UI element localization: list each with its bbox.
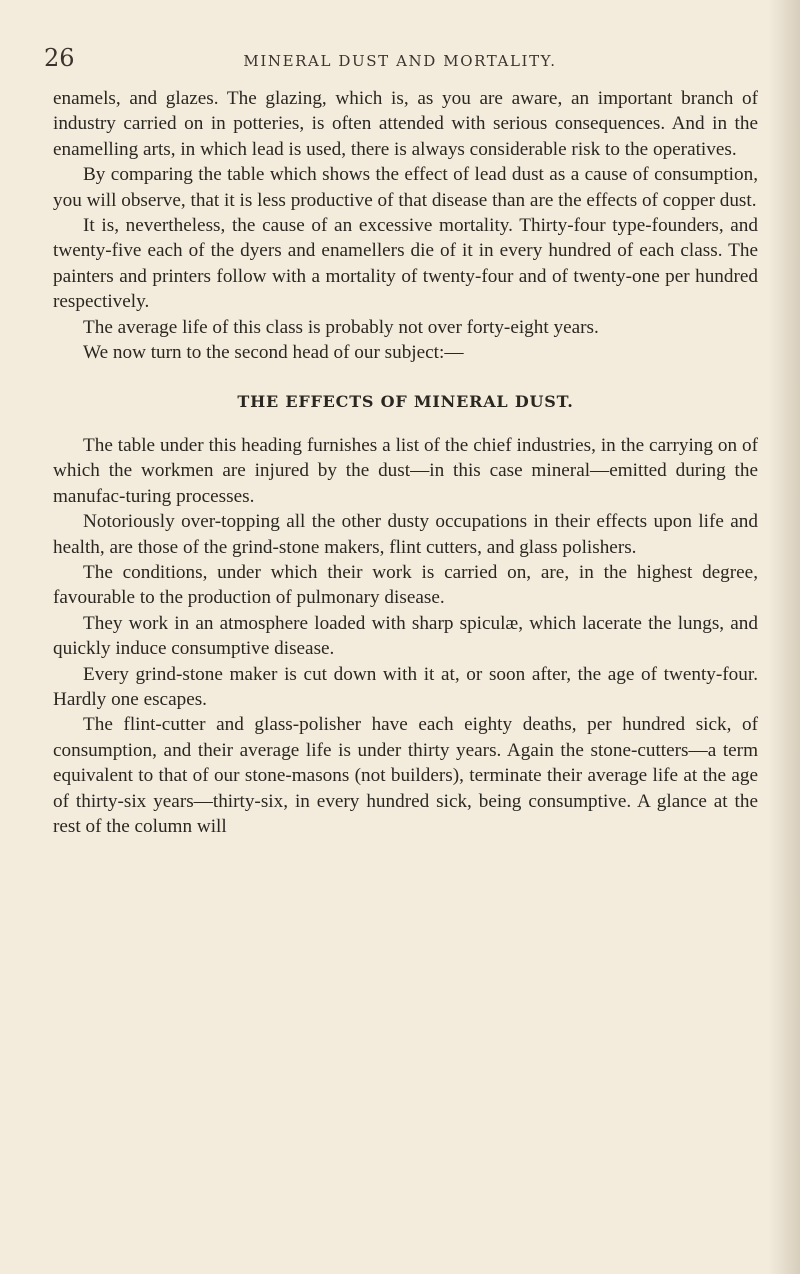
page-number: 26 — [44, 44, 75, 72]
paragraph: The flint-cutter and glass-polisher have each eighty deaths, per hundred sick, of consumption, and their average life is under thirty years. Again the stone-cutters—a term equivalent to that of our stone-masons (not builders), terminate their average life at the age of thirty-six years—thirty-six, in every hundred sick, being consumptive. A glance at the rest of the column will — [53, 714, 758, 837]
paragraph: It is, nevertheless, the cause of an excessive mortality. Thirty-four type-founders, and twenty-five each of the dyers and enamellers die of it in every hundred of each class. The painters and printers follow with a mortality of twenty-four and of twenty-one per hundred respectively. — [53, 215, 758, 313]
section-heading: THE EFFECTS OF MINERAL DUST. — [237, 392, 574, 412]
paragraph: They work in an atmosphere loaded with sharp spiculæ, which lacerate the lungs, and quickly induce consumptive disease. — [53, 612, 758, 660]
paragraph: Notoriously over-topping all the other dusty occupations in their effects upon life and health, are those of the grind-stone makers, flint cutters, and glass polishers. — [53, 511, 758, 558]
paragraph: The table under this heading furnishes a list of the chief industries, in the carrying on of which the workmen are injured by the dust—in this case mineral—emitted during the manufac-turing processes. — [53, 434, 758, 507]
paragraph: By comparing the table which shows the effect of lead dust as a cause of consumption, you will observe, that it is less productive of that disease than are the effects of copper dust. — [53, 164, 758, 211]
paragraph: We now turn to the second head of our subject:— — [83, 342, 464, 364]
paragraph: enamels, and glazes. The glazing, which is, as you are aware, an important branch of industry carried on in potteries, is often attended with serious consequences. And in the enamelling arts, in which lead is used, there is always considerable risk to the operatives. — [53, 88, 758, 160]
running-head: MINERAL DUST AND MORTALITY. — [243, 52, 557, 70]
paragraph: The conditions, under which their work is carried on, are, in the highest degree, favourable to the production of pulmonary disease. — [53, 561, 758, 609]
paragraph: Every grind-stone maker is cut down with it at, or soon after, the age of twenty-four. Hardly one escapes. — [53, 663, 758, 710]
paragraph: The average life of this class is probably not over forty-eight years. — [83, 316, 599, 338]
body-text — [53, 86, 758, 839]
